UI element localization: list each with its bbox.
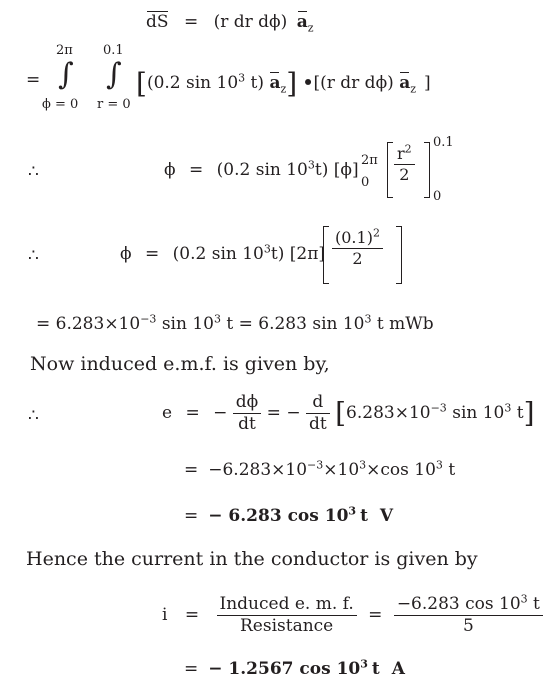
two-pi: [2π] (289, 244, 326, 264)
phi-lower-limit: 0 (361, 175, 370, 190)
current-symbol: i (162, 605, 168, 625)
r-squared-fraction: $\frac{r^2}{2}$ (394, 146, 415, 183)
equals-sign: = (145, 244, 160, 264)
phi-bracket: [ϕ] (333, 160, 359, 180)
area-element: (r dr dϕ) (213, 12, 288, 32)
emf-over-resistance: $\frac{\text{Induced e. m. f.}}{\text{Resistance}}$ (217, 596, 357, 635)
unit-vector-az: a (296, 12, 308, 32)
left-bracket (323, 226, 329, 284)
equation-flux-result: = $6.283\times 10^{-3}$ $\sin 10^3$ t = 6.283 $\sin 10^3$ t mWb (36, 312, 434, 334)
radius-fraction: $\frac{(0.1)^2}{2}$ (332, 230, 383, 267)
unit-vector-az: a (269, 73, 281, 93)
right-bracket (396, 226, 402, 284)
integral-sign-outer: ∫ (58, 57, 74, 92)
emf-symbol: e (162, 403, 173, 423)
equation-emf-result: = − 6.283 $\cos 10^3$ t V (184, 504, 394, 526)
right-bracket (424, 142, 430, 198)
integral-sign-inner: ∫ (106, 57, 122, 92)
therefore-symbol: ∴ (28, 162, 39, 182)
inner-lower-limit: r = 0 (97, 97, 131, 112)
equation-current: i = $\frac{\text{Induced e. m. f.}}{\text{Resistance}}$ = $\frac{-6.283 \cos 10^3 t}{5}$ (162, 596, 543, 635)
unit-volts: V (379, 506, 394, 526)
equals-sign: = (184, 506, 199, 526)
prose-current: Hence the current in the conductor is given by (26, 548, 478, 570)
r-upper-limit: 0.1 (433, 135, 454, 150)
unit-vector-subscript: z (307, 21, 314, 35)
equation-surface-element (146, 12, 314, 35)
r-lower-limit: 0 (433, 189, 442, 204)
therefore-symbol: ∴ (28, 246, 39, 266)
phi-upper-limit: 2π (361, 153, 378, 168)
d-dt-operator: $\frac{d}{dt}$ (306, 394, 330, 433)
equation-current-result: = − 1.2567 $\cos 10^3$ t A (184, 657, 405, 679)
vector-dS: dS (146, 12, 169, 32)
equation-emf-expanded: = $-6.283\times 10^{-3}\times 10^3\times\cos$ $10^3$ t (184, 458, 456, 480)
unit-vector-az: a (399, 73, 411, 93)
equals-sign: = (184, 460, 199, 480)
current-fraction: $\frac{-6.283 \cos 10^3 t}{5}$ (394, 596, 543, 635)
integrand: [(0.2 $\sin 10^3$ t) $a_z$] •[(r dr dϕ) $a_z$ ] (136, 67, 431, 100)
flux-symbol: ϕ (120, 244, 132, 264)
equals-sign: = (26, 70, 41, 90)
unit-amperes: A (391, 659, 405, 679)
therefore-symbol: ∴ (28, 406, 39, 426)
equals-sign: = (184, 659, 199, 679)
equals-sign: = (184, 605, 200, 625)
dot-product: • (302, 73, 314, 93)
derivative-fraction: $\frac{d\phi}{dt}$ (233, 394, 261, 433)
inner-upper-limit: 0.1 (103, 43, 124, 58)
left-bracket (387, 142, 393, 198)
equals-sign: = (189, 160, 204, 180)
prose-induced-emf: Now induced e.m.f. is given by, (30, 353, 330, 375)
equals-sign: = (185, 403, 200, 423)
equals-sign: = (183, 12, 199, 32)
flux-symbol: ϕ (164, 160, 176, 180)
outer-upper-limit: 2π (56, 43, 73, 58)
outer-lower-limit: ϕ = 0 (42, 97, 79, 112)
